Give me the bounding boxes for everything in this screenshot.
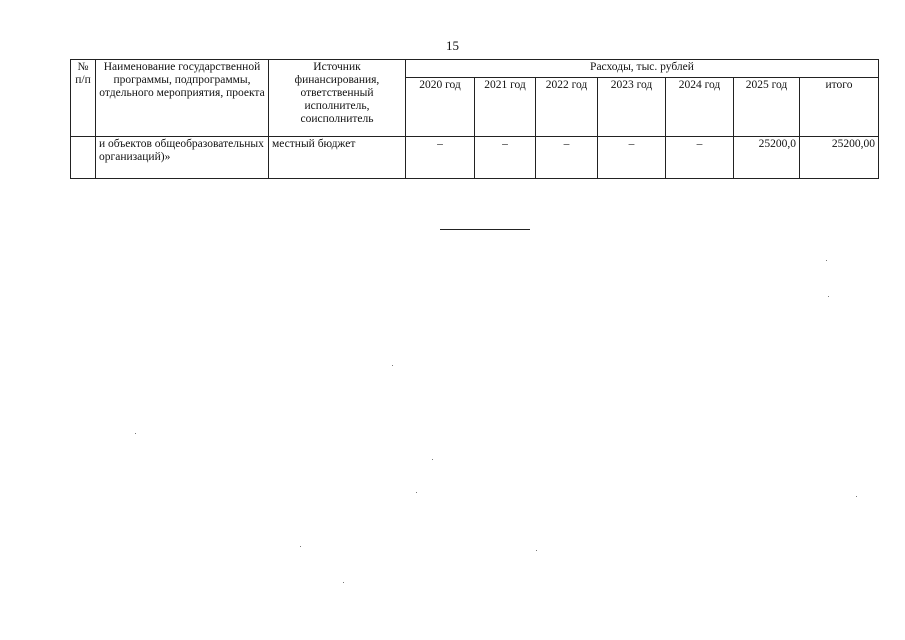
header-year-2022: 2022 год (536, 78, 598, 137)
scan-speck (828, 296, 829, 297)
header-year-2024: 2024 год (666, 78, 734, 137)
row-value-total: 25200,00 (800, 137, 879, 179)
header-total: итого (800, 78, 879, 137)
row-value-2024: – (666, 137, 734, 179)
scan-speck (300, 546, 301, 547)
scan-speck (856, 496, 857, 497)
row-name: и объектов общеобразовательных организаций)» (96, 137, 269, 179)
row-num (71, 137, 96, 179)
scan-speck (432, 459, 433, 460)
header-source: Источник финансирования, ответственный исполнитель, соисполнитель (269, 60, 406, 137)
scan-speck (135, 433, 136, 434)
header-year-2020: 2020 год (406, 78, 475, 137)
header-expenses: Расходы, тыс. рублей (406, 60, 879, 78)
row-value-2021: – (475, 137, 536, 179)
budget-table (70, 59, 879, 179)
scan-speck (343, 582, 344, 583)
scan-speck (826, 260, 827, 261)
row-value-2025: 25200,0 (734, 137, 800, 179)
scan-speck (416, 492, 417, 493)
page-number: 15 (446, 38, 459, 53)
scan-speck (536, 550, 537, 551)
header-num: № п/п (71, 60, 96, 137)
table-row (71, 137, 879, 179)
row-value-2022: – (536, 137, 598, 179)
header-year-2021: 2021 год (475, 78, 536, 137)
end-divider-line (440, 229, 530, 230)
header-name: Наименование государственной программы, подпрограммы, отдельного мероприятия, проекта (96, 60, 269, 137)
row-value-2023: – (598, 137, 666, 179)
header-year-2025: 2025 год (734, 78, 800, 137)
row-value-2020: – (406, 137, 475, 179)
scan-speck (392, 365, 393, 366)
row-source: местный бюджет (269, 137, 406, 179)
header-year-2023: 2023 год (598, 78, 666, 137)
